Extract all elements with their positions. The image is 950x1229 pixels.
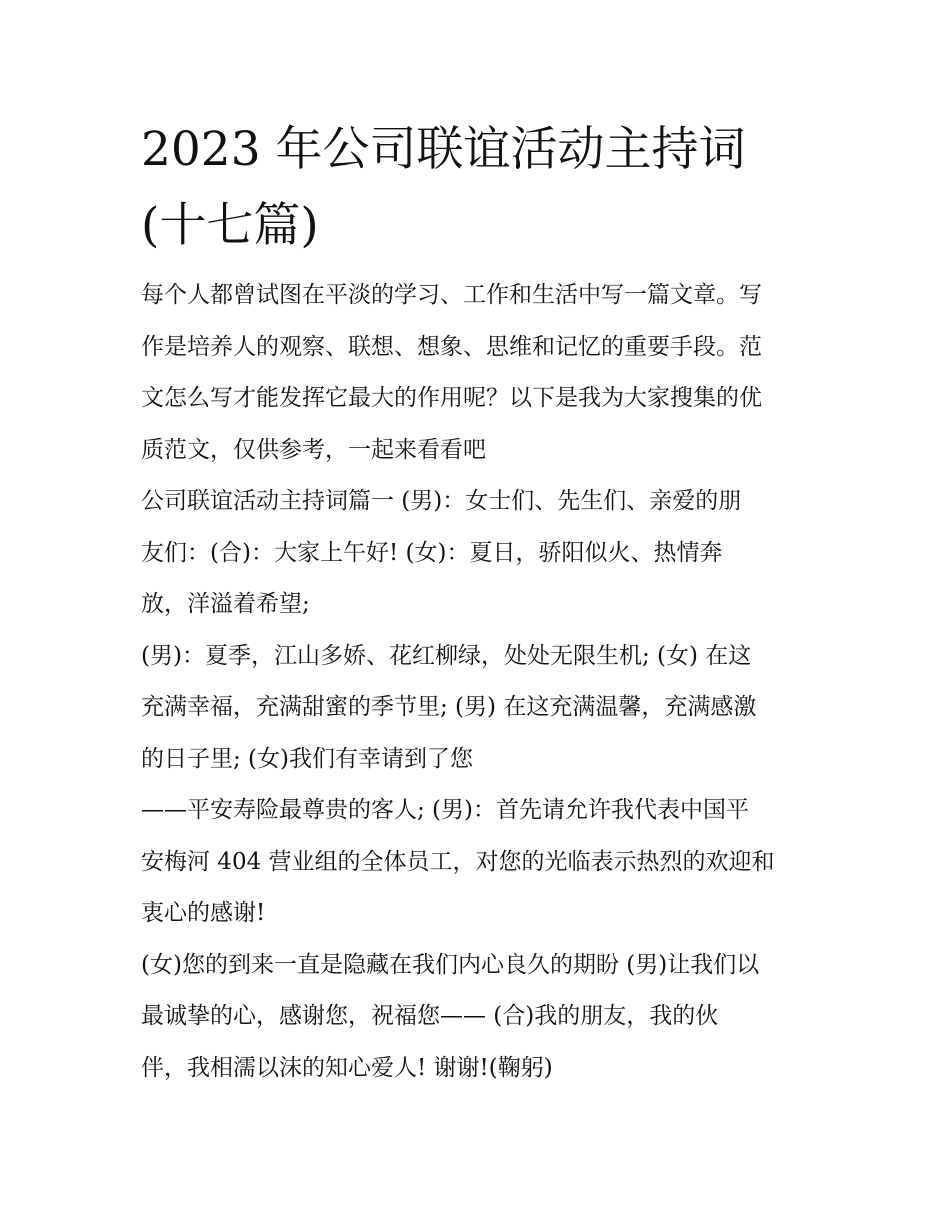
body-line: 衷心的感谢! — [141, 900, 266, 926]
document-title — [141, 112, 816, 264]
body-line: 充满幸福，充满甜蜜的季节里; (男) 在这充满温馨，充满感激 — [141, 694, 757, 720]
body-line: 安梅河 404 营业组的全体员工，对您的光临表示热烈的欢迎和 — [141, 848, 775, 875]
body-line: 每个人都曾试图在平淡的学习、工作和生活中写一篇文章。写 — [141, 282, 762, 308]
body-line: 放，洋溢着希望; — [141, 591, 310, 617]
body-line: 的日子里; (女)我们有幸请到了您 — [141, 745, 474, 772]
body-line: 公司联谊活动主持词篇一 (男)：女士们、先生们、亲爱的朋 — [141, 488, 742, 514]
body-line: ——平安寿险最尊贵的客人; (男)：首先请允许我代表中国平 — [141, 797, 750, 823]
title-line: 2023 年公司联谊活动主持词 — [141, 122, 746, 177]
body-line: 文怎么写才能发挥它最大的作用呢？以下是我为大家搜集的优 — [141, 385, 762, 411]
body-line: 质范文，仅供参考，一起来看看吧 — [141, 436, 486, 463]
document-content — [141, 112, 816, 1094]
body-line: 最诚挚的心，感谢您，祝福您—— (合)我的朋友，我的伙 — [141, 1003, 719, 1029]
body-line: (男)：夏季，江山多娇、花红柳绿，处处无限生机; (女) 在这 — [141, 642, 752, 669]
body-line: 伴，我相濡以沫的知心爱人! 谢谢!(鞠躬) — [141, 1054, 553, 1081]
document-body — [141, 270, 816, 1094]
body-line: 作是培养人的观察、联想、想象、思维和记忆的重要手段。范 — [141, 333, 762, 360]
body-line: (女)您的到来一直是隐藏在我们内心良久的期盼 (男)让我们以 — [141, 951, 760, 978]
body-line: 友们：(合)：大家上午好! (女)：夏日，骄阳似火、热情奔 — [141, 539, 723, 566]
title-line: (十七篇) — [141, 198, 319, 253]
